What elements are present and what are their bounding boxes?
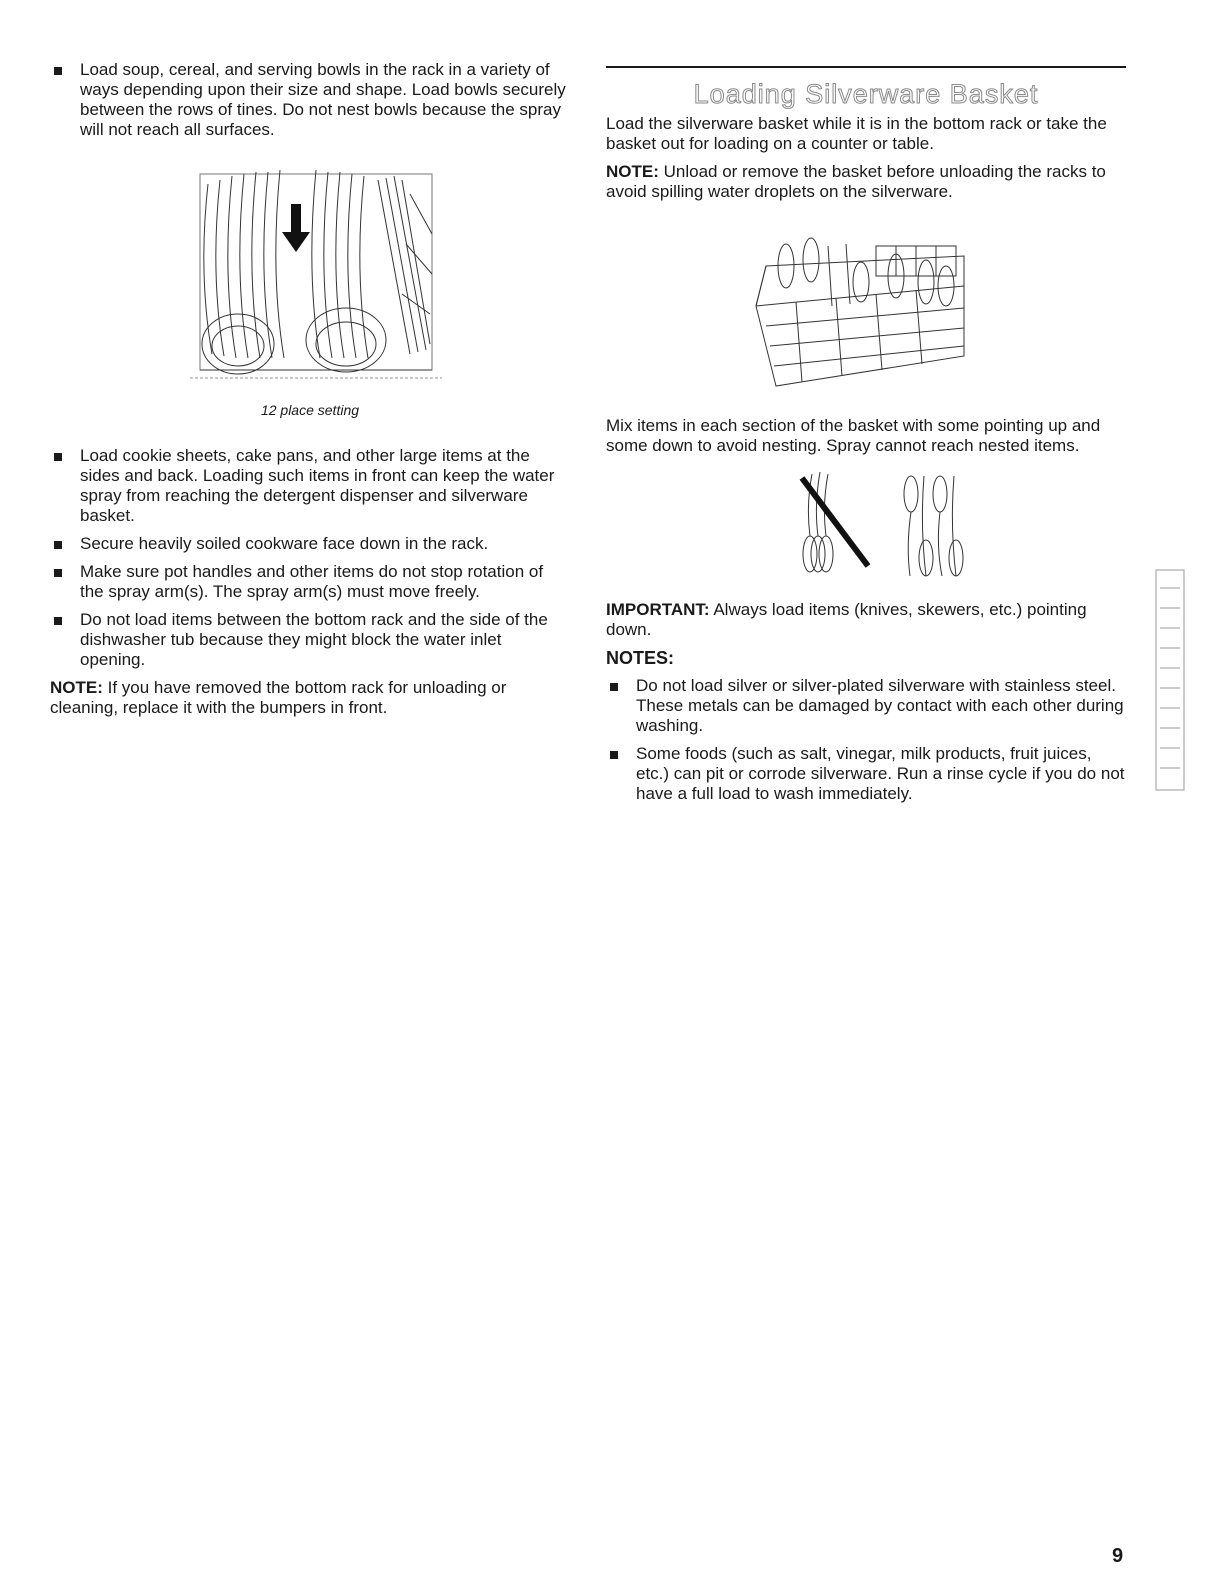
- notes-heading: NOTES:: [606, 648, 675, 668]
- basket-intro: Load the silverware basket while it is in the bottom rack or take the basket out for loading on a counter or table.: [606, 114, 1107, 153]
- important-label: IMPORTANT:: [606, 600, 710, 619]
- important-text: [606, 600, 1126, 640]
- dish-rack-illustration: [50, 154, 570, 394]
- left-column: [50, 60, 570, 726]
- corrode-bullet: Some foods (such as salt, vinegar, milk products, fruit juices, etc.) can pit or corrode silverware. Run a rinse cycle if you do not have a full load to wash immediately.: [606, 744, 1126, 804]
- nested-spoons-icon: [802, 472, 868, 572]
- dish-rack-figure: [50, 154, 570, 394]
- cookware-bullet: Secure heavily soiled cookware face down in the rack.: [50, 534, 570, 554]
- left-note-label: NOTE:: [50, 678, 103, 697]
- tub-side-bullet: Do not load items between the bottom rack and the side of the dishwasher tub because they might block the water inlet opening.: [50, 610, 570, 670]
- alternating-utensils-icon: [904, 476, 963, 576]
- important-body: Always load items (knives, skewers, etc.) pointing down.: [606, 600, 1087, 639]
- utensil-orientation-figure: [606, 466, 1126, 586]
- right-note: [606, 162, 1126, 202]
- mix-items-text: Mix items in each section of the basket with some pointing up and some down to avoid nesting. Spray cannot reach nested items.: [606, 416, 1101, 455]
- pot-handles-bullet: Make sure pot handles and other items do not stop rotation of the spray arm(s). The spray arm(s) must move freely.: [50, 562, 570, 602]
- left-note: [50, 678, 570, 718]
- silver-plated-bullet: Do not load silver or silver-plated silverware with stainless steel. These metals can be damaged by contact with each other during washing.: [606, 676, 1126, 736]
- section-heading: Loading Silverware Basket: [693, 79, 1039, 109]
- bowls-bullet: Load soup, cereal, and serving bowls in the rack in a variety of ways depending upon their size and shape. Load bowls securely between the rows of tines. Do not nest bowls because the spray will not reach all surfaces.: [50, 60, 570, 140]
- section-rule: [606, 66, 1126, 68]
- silverware-basket-illustration: [606, 216, 1126, 396]
- right-note-label: NOTE:: [606, 162, 659, 181]
- figure-caption: 12 place setting: [260, 402, 360, 418]
- side-language-tab: [1152, 568, 1188, 792]
- cookie-sheets-bullet: Load cookie sheets, cake pans, and other large items at the sides and back. Loading such items in front can keep the water spray from reaching the detergent dispenser and silverware basket.: [50, 446, 570, 526]
- basket-figure: [606, 216, 1126, 396]
- right-column: [606, 60, 1126, 812]
- page-number: 9: [1112, 1545, 1124, 1567]
- right-note-text: Unload or remove the basket before unloading the racks to avoid spilling water droplets on the silverware.: [606, 162, 1106, 201]
- down-arrow-icon: [282, 204, 310, 252]
- left-note-text: If you have removed the bottom rack for unloading or cleaning, replace it with the bumpers in front.: [50, 678, 507, 717]
